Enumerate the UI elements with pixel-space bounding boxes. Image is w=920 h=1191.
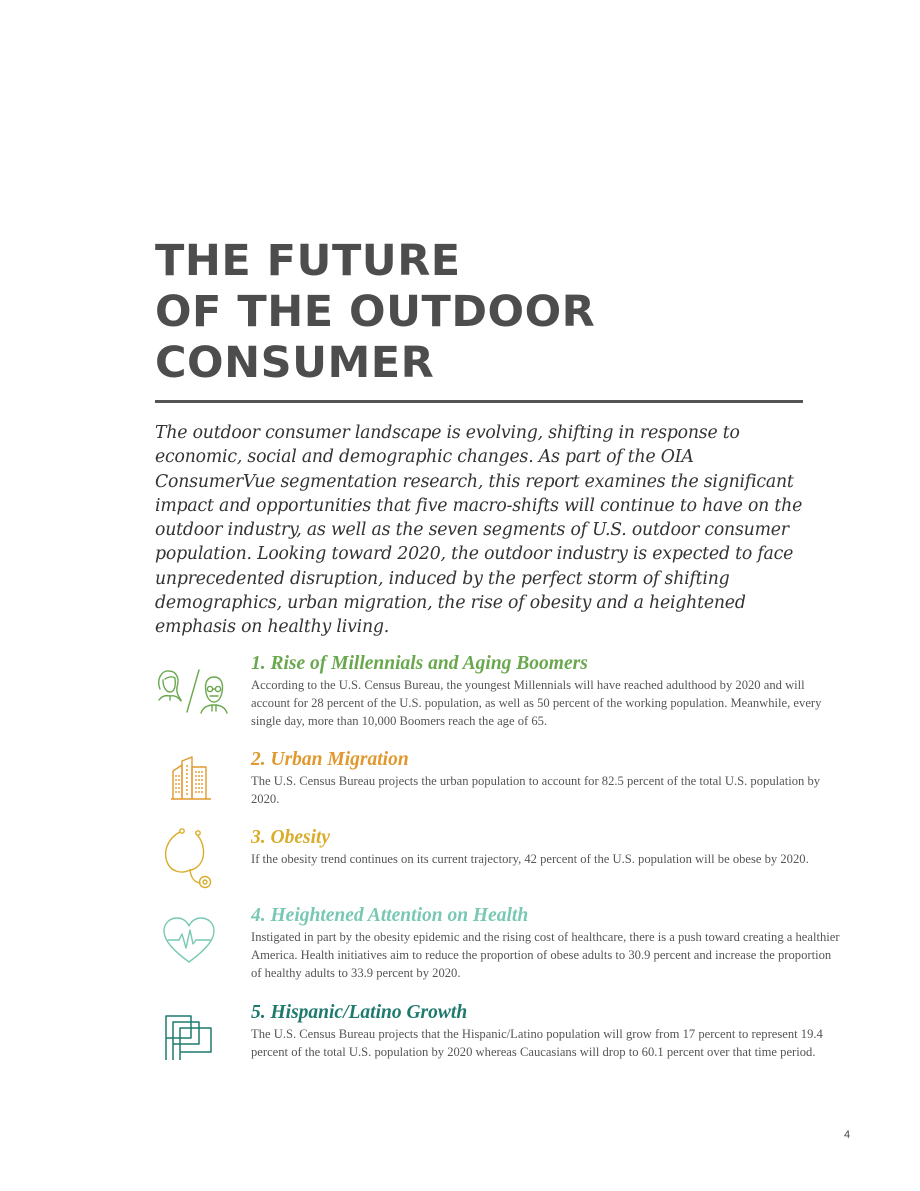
shift-5 bbox=[251, 1002, 851, 1061]
intro-paragraph: The outdoor consumer landscape is evolving, shifting in response to economic, social and demographic changes. As part of the OIA ConsumerVue segmentation research, this report examines the significant impact and opportunities that five macro-shifts will continue to have on the outdoor industry, as well as the seven segments of U.S. outdoor consumer population. Looking toward 2020, the outdoor industry is expected to face unprecedented disruption, induced by the perfect storm of shifting demographics, urban migration, the rise of obesity and a heightened emphasis on healthy living. bbox=[155, 423, 803, 638]
shift-2-body: The U.S. Census Bureau projects the urban population to account for 82.5 percent of the total U.S. population by 2020. bbox=[251, 774, 821, 806]
shift-5-heading: 5. Hispanic/Latino Growth bbox=[251, 1002, 468, 1023]
shift-5-body: The U.S. Census Bureau projects that the Hispanic/Latino population will grow from 17 percent to represent 19.4 percent of the total U.S. population by 2020 whereas Caucasians will drop to 60.1 percent over that time period. bbox=[251, 1027, 823, 1059]
shift-1-heading: 1. Rise of Millennials and Aging Boomers bbox=[251, 653, 588, 674]
shift-4-body: Instigated in part by the obesity epidemic and the rising cost of healthcare, there is a push toward creating a healthier America. Health initiatives aim to reduce the proportion of obese adults to 30.9 percent and increase the proportion of healthy adults to 33.9 percent by 2020. bbox=[251, 930, 840, 980]
shift-2 bbox=[251, 749, 851, 808]
title-line-3: CONSUMER bbox=[155, 338, 435, 388]
millennial-boomer-icon bbox=[154, 667, 230, 715]
stethoscope-icon bbox=[160, 826, 216, 890]
title-line-1: THE FUTURE bbox=[155, 236, 461, 286]
shift-4-heading: 4. Heightened Attention on Health bbox=[251, 905, 529, 926]
shift-4 bbox=[251, 905, 851, 982]
shift-1-body: According to the U.S. Census Bureau, the youngest Millennials will have reached adulthood by 2020 and will account for 28 percent of the U.S. population, as well as 50 percent of the working population. Meanwhile, every single day, more than 10,000 Boomers reach the age of 65. bbox=[251, 678, 822, 728]
shift-2-heading: 2. Urban Migration bbox=[251, 749, 409, 770]
shift-3-heading: 3. Obesity bbox=[251, 827, 331, 848]
shift-3-body: If the obesity trend continues on its current trajectory, 42 percent of the U.S. population will be obese by 2020. bbox=[251, 852, 809, 866]
flags-icon bbox=[163, 1012, 215, 1062]
shift-3 bbox=[251, 827, 851, 868]
heart-pulse-icon bbox=[162, 917, 216, 965]
page-number: 4 bbox=[844, 1129, 851, 1141]
city-buildings-icon bbox=[168, 755, 214, 801]
title-line-2: OF THE OUTDOOR bbox=[155, 287, 596, 337]
shift-1 bbox=[251, 653, 851, 730]
title-divider bbox=[155, 400, 803, 403]
page-title bbox=[155, 236, 595, 389]
